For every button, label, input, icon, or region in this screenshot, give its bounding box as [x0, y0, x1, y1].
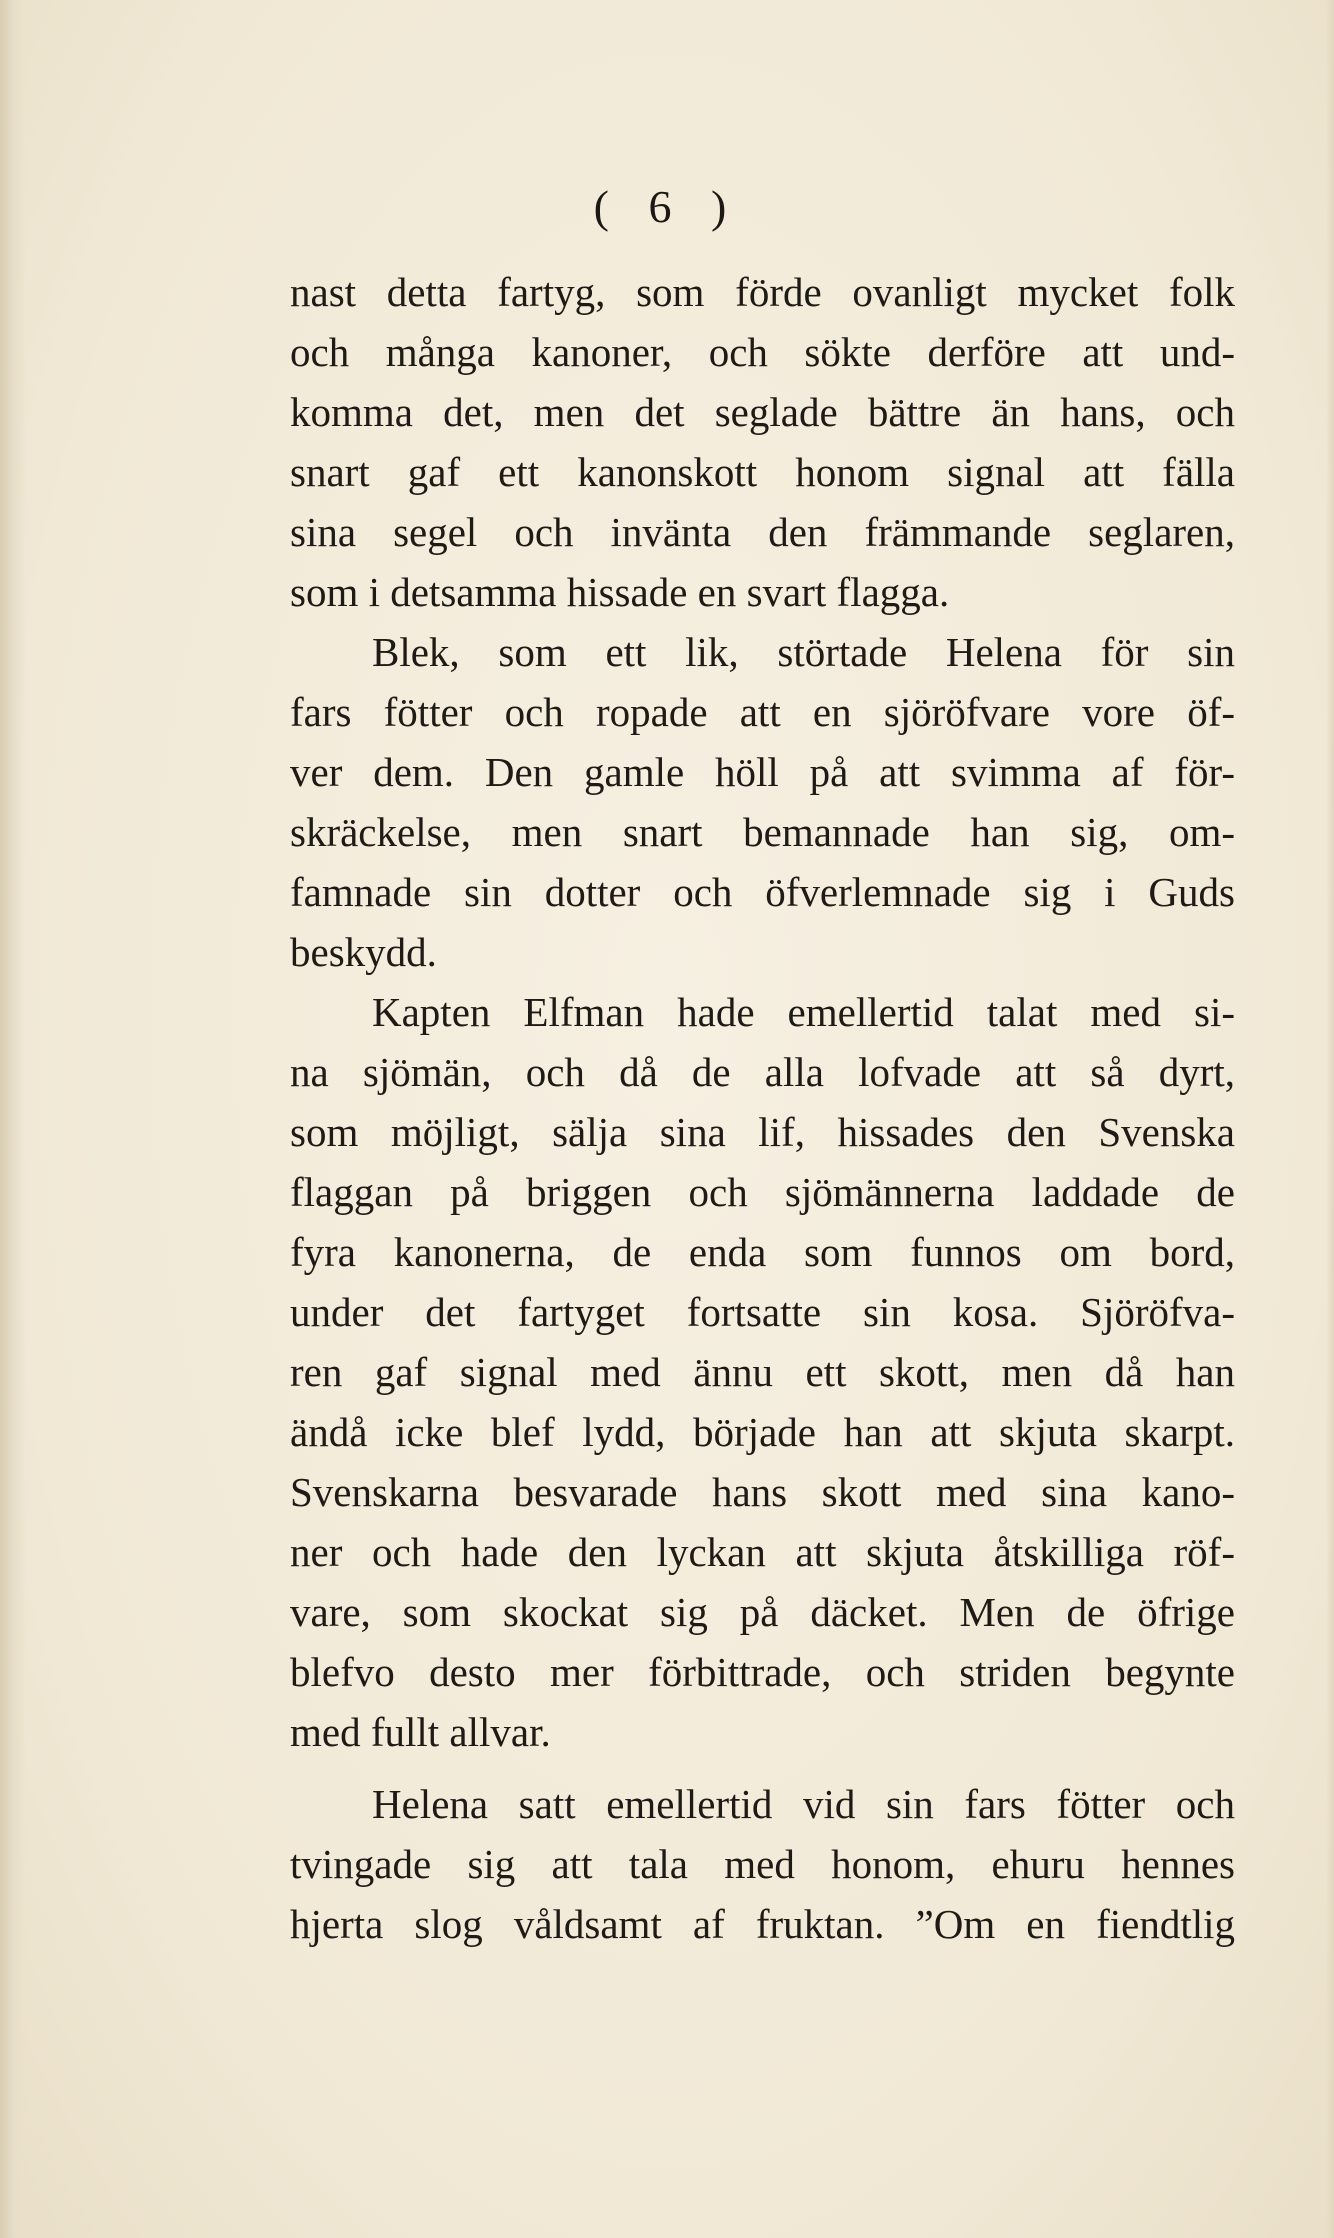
text-line: famnade sin dotter och öfverlemnade sig i Guds: [290, 869, 1235, 915]
text-line: ren gaf signal med ännu ett skott, men då han: [290, 1349, 1235, 1395]
text-line: tvingade sig att tala med honom, ehuru hennes: [290, 1841, 1235, 1887]
paragraph-1: [290, 262, 1235, 622]
paragraph-2: [290, 622, 1235, 982]
paragraph-4: [290, 1774, 1235, 1954]
text-line: blefvo desto mer förbittrade, och striden begynte: [290, 1649, 1235, 1695]
text-line: beskydd.: [290, 929, 437, 975]
text-line: sina segel och invänta den främmande seglaren,: [290, 509, 1235, 555]
page-edge-shadow: [1326, 0, 1334, 2238]
text-line: ver dem. Den gamle höll på att svimma af för-: [290, 749, 1235, 795]
text-line: Helena satt emellertid vid sin fars fötter och: [372, 1781, 1235, 1827]
body-text: [290, 262, 1235, 1954]
text-line: vare, som skockat sig på däcket. Men de öfrige: [290, 1589, 1235, 1635]
text-line: fars fötter och ropade att en sjöröfvare vore öf-: [290, 689, 1235, 735]
text-line: Kapten Elfman hade emellertid talat med si-: [372, 989, 1235, 1035]
paragraph-3: [290, 982, 1235, 1762]
page-number: ( 6 ): [593, 181, 741, 232]
page-spine-shadow: [0, 0, 26, 2238]
text-line: snart gaf ett kanonskott honom signal att fälla: [290, 449, 1235, 495]
text-line: och många kanoner, och sökte derföre att und-: [290, 329, 1235, 375]
text-line: under det fartyget fortsatte sin kosa. Sjöröfva-: [290, 1289, 1235, 1335]
text-line: na sjömän, och då de alla lofvade att så dyrt,: [290, 1049, 1235, 1095]
text-line: skräckelse, men snart bemannade han sig, om-: [290, 809, 1235, 855]
text-line: som möjligt, sälja sina lif, hissades den Svenska: [290, 1109, 1235, 1155]
text-line: ner och hade den lyckan att skjuta åtskilliga röf-: [290, 1529, 1235, 1575]
text-line: som i detsamma hissade en svart flagga.: [290, 569, 950, 615]
text-line: flaggan på briggen och sjömännerna laddade de: [290, 1169, 1235, 1215]
paragraph-gap: [290, 1762, 1235, 1774]
text-line: med fullt allvar.: [290, 1709, 551, 1755]
text-line: fyra kanonerna, de enda som funnos om bord,: [290, 1229, 1235, 1275]
text-line: komma det, men det seglade bättre än hans, och: [290, 389, 1235, 435]
text-line: ändå icke blef lydd, började han att skjuta skarpt.: [290, 1409, 1235, 1455]
text-line: hjerta slog våldsamt af fruktan. ”Om en fiendtlig: [290, 1901, 1235, 1947]
text-line: Svenskarna besvarade hans skott med sina kano-: [290, 1469, 1235, 1515]
text-line: nast detta fartyg, som förde ovanligt mycket folk: [290, 269, 1235, 315]
text-line: Blek, som ett lik, störtade Helena för sin: [372, 629, 1235, 675]
